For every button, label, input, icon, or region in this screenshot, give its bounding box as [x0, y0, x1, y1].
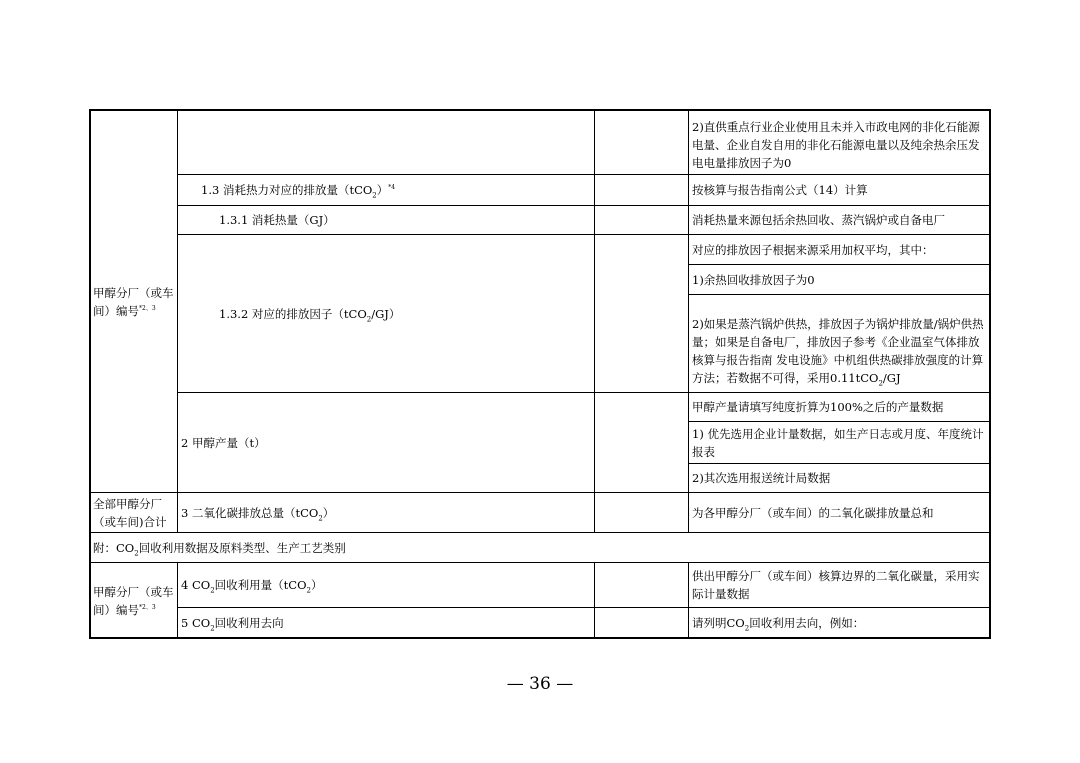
row6-description: 为各甲醇分厂（或车间）的二氧化碳排放量总和	[692, 505, 934, 520]
col-divider-2b	[594, 562, 595, 639]
row6-item: 3 二氧化碳排放总量（tCO$_2$）	[181, 505, 335, 522]
row4-description-2: 1)余热回收排放因子为0	[692, 272, 815, 287]
row7-description: 供出甲醇分厂（或车间）核算边界的二氧化碳量，采用实际计量数据	[692, 569, 980, 601]
page-number: — 36 —	[506, 674, 574, 694]
row5-item: 2 甲醇产量（t）	[181, 435, 266, 450]
row2-description: 按核算与报告指南公式（14）计算	[692, 183, 868, 197]
row5-description-3: 2)其次选用报送统计局数据	[692, 471, 831, 485]
row4-item: 1.3.2 对应的排放因子（tCO$_2$/GJ）	[219, 306, 401, 323]
row3-description: 消耗热量来源包括余热回收、蒸汽锅炉或自备电厂	[692, 213, 945, 227]
row4-description-3: 2)如果是蒸汽锅炉供热，排放因子为锅炉排放量/锅炉供热量；如果是自备电厂，排放因子参考《企业温室气体排放核算与报告指南 发电设施》中机组供热碳排放强度的计算方法；若数据不可得，采用0.11tCO$_2$/GJ	[692, 317, 984, 388]
row7-item: 4 $CO_2$回收利用量（tCO$_2$）	[181, 578, 323, 595]
row2-item: 1.3 消耗热力对应的排放量$(tCO_2)^{*4}$	[201, 183, 396, 200]
row5-description-2: 1) 优先选用企业计量数据，如生产日志或月度、年度统计报表	[692, 426, 984, 459]
row5-description-1: 甲醇产量请填写纯度折算为100%之后的产量数据	[692, 400, 944, 414]
row3-item: 1.3.1 消耗热量（GJ）	[219, 213, 335, 227]
row8-description: 请列明$CO_2$回收利用去向，例如：	[692, 615, 865, 632]
row1-description: 2)直供重点行业企业使用且未并入市政电网的非化石能源电量、企业自发自用的非化石能源电量以及纯余热余压发电电量排放因子为0	[692, 120, 980, 170]
group-label-total: 全部甲醇分厂（或车间)合计	[93, 496, 167, 529]
row-divider	[688, 294, 991, 295]
appendix-heading: 附：$CO_2$回收利用数据及原料类型、生产工艺类别	[93, 540, 346, 557]
data-table	[89, 109, 991, 639]
row4-description-1: 对应的排放因子根据来源采用加权平均，其中：	[692, 242, 934, 257]
group-label-methanol-plant: 甲醇分厂（或车间）编号$^{*2、3}$	[93, 285, 174, 318]
col-divider-3b	[688, 562, 689, 639]
group-label-methanol-plant-2: 甲醇分厂（或车间）编号$^{*2、3}$	[93, 585, 174, 617]
col-divider-1b	[177, 562, 178, 639]
row8-item: 5 $CO_2$回收利用去向	[181, 615, 284, 632]
